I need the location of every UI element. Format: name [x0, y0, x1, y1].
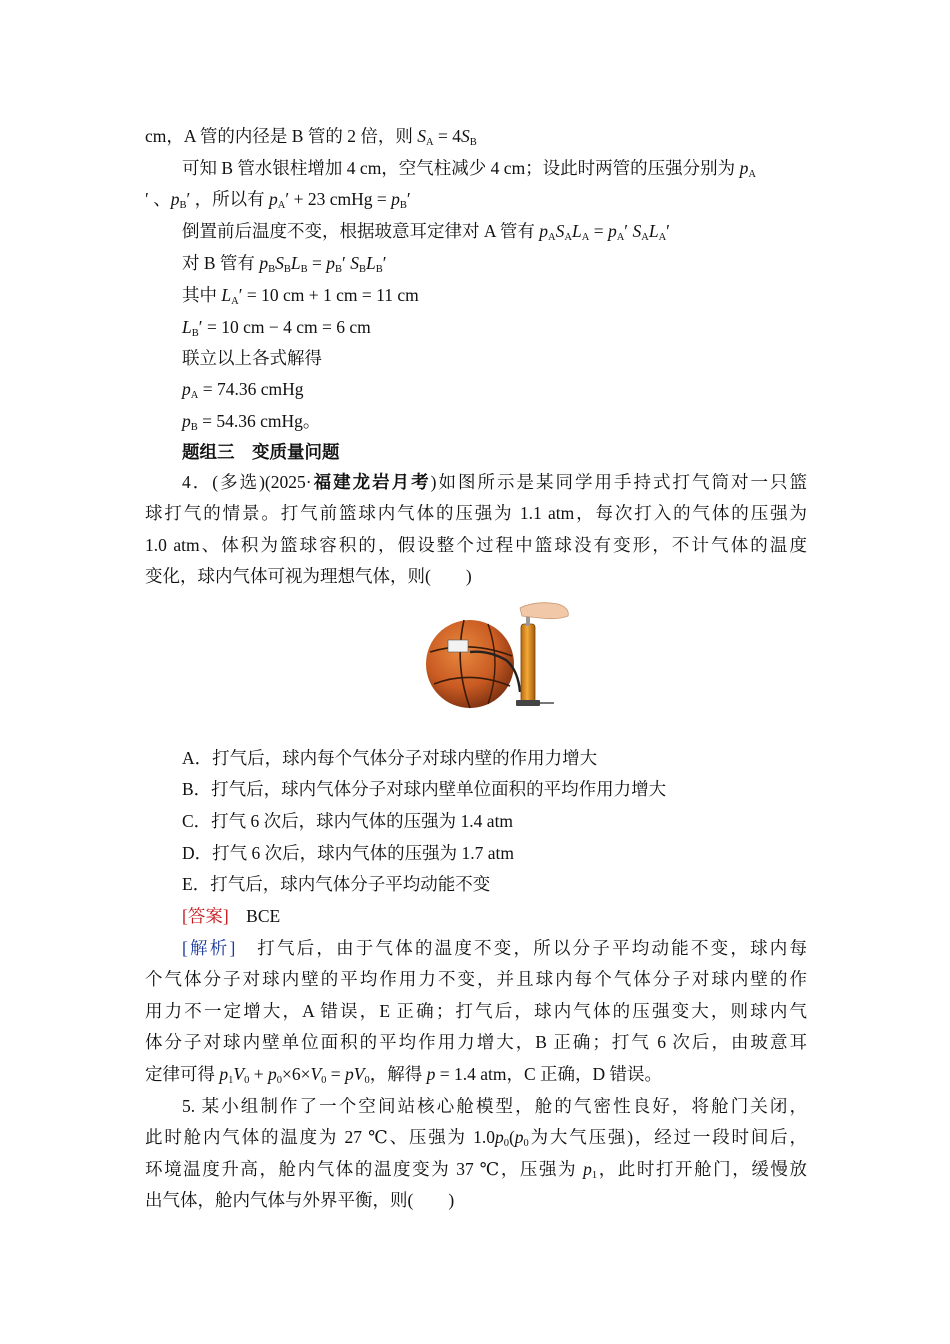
analysis-line: 定律可得 $p_1V_0 + p_0\times 6\times V_0 = pV_0$，解得 p = 1.4 atm，C 正确，D 错误。 — [145, 1064, 663, 1086]
text-line: ′ 、$p_B'$ ，所以有 $p_A' + 23$ cmHg = $p_B'$ — [145, 189, 411, 211]
text-line: 联立以上各式解得 — [182, 348, 322, 368]
analysis-line: 用力不一定增大，A 错误，E 正确；打气后，球内气体的压强变大，则球内气 — [145, 1001, 807, 1021]
text-line: 对 B 管有 $p_BS_BL_B = p_B'$ $S_BL_B'$ — [182, 253, 387, 275]
question-5-line: 5. 某小组制作了一个空间站核心舱模型，舱的气密性良好，将舱门关闭， — [182, 1096, 807, 1116]
text-line: $p_A = 74.36$ cmHg — [182, 379, 304, 401]
answer-label: [答案] — [182, 906, 229, 926]
analysis-label: [解析] — [182, 938, 236, 958]
option-e: E．打气后，球内气体分子平均动能不变 — [182, 874, 491, 894]
answer-value: BCE — [246, 906, 281, 926]
text-line: 可知 B 管水银柱增加 4 cm，空气柱减少 4 cm；设此时两管的压强分别为 $p_A$ — [182, 158, 756, 180]
question-5-line: 环境温度升高，舱内气体的温度变为 37 ℃，压强为 $p_1$，此时打开舱门，缓慢放 — [145, 1159, 808, 1181]
analysis-line: 个气体分子对球内壁的平均作用力不变，并且球内每个气体分子对球内壁的作 — [145, 969, 807, 989]
section-title: 题组三 变质量问题 — [182, 442, 340, 462]
text-line: 倒置前后温度不变，根据玻意耳定律对 A 管有 $p_AS_AL_A = p_A'$ $S_AL_A'$ — [182, 221, 670, 243]
text-line: 其中 $L_A' = 10$ cm + 1 cm = 11 cm — [182, 285, 419, 307]
text-line: cm，A 管的内径是 B 管的 2 倍，则 $S_A = 4S_B$ — [145, 126, 477, 148]
question-4-line: 1.0 atm、体积为篮球容积的，假设整个过程中篮球没有变形，不计气体的温度 — [145, 535, 807, 555]
analysis-line: 体分子对球内壁单位面积的平均作用力增大，B 正确；打气 6 次后，由玻意耳 — [145, 1032, 807, 1052]
question-4-line: 4．(多选)(2025·福建龙岩月考)如图所示是某同学用手持式打气筒对一只篮 — [182, 472, 808, 492]
option-a: A．打气后，球内每个气体分子对球内壁的作用力增大 — [182, 748, 598, 768]
question-5-line: 此时舱内气体的温度为 27 ℃、压强为 $1.0p_0(p_0$为大气压强)，经过一段时间后， — [145, 1127, 808, 1149]
answer-line — [182, 904, 844, 928]
hand — [520, 603, 568, 619]
option-d: D．打气 6 次后，球内气体的压强为 1.7 atm — [182, 843, 515, 863]
option-c: C．打气 6 次后，球内气体的压强为 1.4 atm — [182, 811, 514, 831]
question-source: 福建龙岩月考 — [311, 472, 431, 492]
option-b: B．打气后，球内气体分子对球内壁单位面积的平均作用力增大 — [182, 779, 667, 799]
text-line: $p_B = 54.36$ cmHg。 — [182, 411, 321, 433]
pump-barrel — [521, 624, 535, 702]
basketball — [426, 620, 514, 708]
analysis-line: [解析] 打气后，由于气体的温度不变，所以分子平均动能不变，球内每 — [182, 938, 808, 958]
pump-base — [516, 700, 540, 706]
question-4-line: 变化，球内气体可视为理想气体，则( ) — [145, 566, 472, 586]
question-5-line: 出气体，舱内气体与外界平衡，则( ) — [145, 1190, 455, 1210]
basketball-pump-figure — [418, 600, 574, 722]
text-line: $L_B' = 10$ cm − 4 cm = 6 cm — [182, 317, 371, 339]
question-4-line: 球打气的情景。打气前篮球内气体的压强为 1.1 atm，每次打入的气体的压强为 — [145, 503, 807, 523]
